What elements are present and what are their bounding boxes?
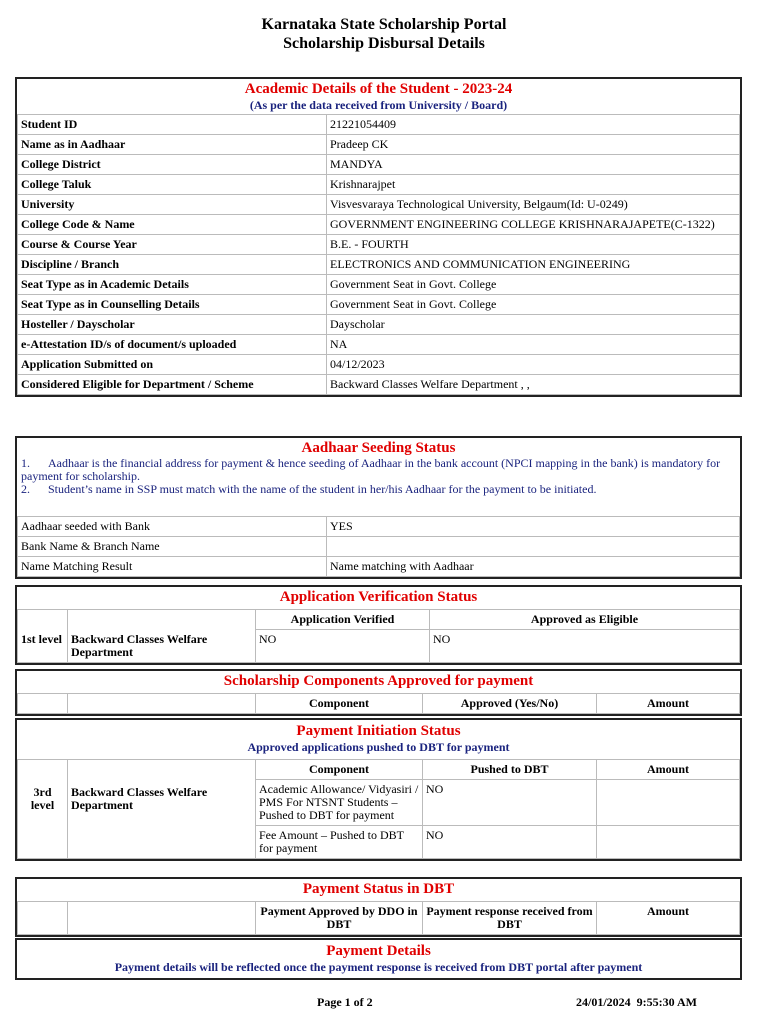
table-header-row [18, 610, 740, 630]
field-value: 21221054409 [327, 115, 740, 135]
aadhaar-note: 2. Student’s name in SSP must match with the name of the student in her/his Aadhaar for the payment to be initiated. [21, 482, 597, 496]
col-approved-yes-no: Approved (Yes/No) [423, 694, 597, 714]
table-row [18, 135, 740, 155]
col-amount: Amount [597, 694, 740, 714]
col-component: Component [256, 760, 423, 780]
field-label: University [18, 195, 327, 215]
field-label: College Taluk [18, 175, 327, 195]
dbt-status-title: Payment Status in DBT [302, 881, 455, 897]
field-value: NA [327, 335, 740, 355]
academic-details-section [15, 77, 742, 397]
col-approved-eligible: Approved as Eligible [430, 610, 740, 630]
table-row [18, 255, 740, 275]
field-value: GOVERNMENT ENGINEERING COLLEGE KRISHNARAJAPETE(C-1322) [327, 215, 740, 235]
dbt-status-table [17, 901, 740, 935]
table-row [18, 155, 740, 175]
table-header-row [18, 694, 740, 714]
initiation-title: Payment Initiation Status [296, 723, 461, 739]
table-header-row [18, 760, 740, 780]
table-row: Aadhaar seeded with Bank YES [18, 517, 740, 537]
col-pushed-to-dbt: Pushed to DBT [423, 760, 597, 780]
field-value: ELECTRONICS AND COMMUNICATION ENGINEERING [327, 255, 740, 275]
field-value: MANDYA [327, 155, 740, 175]
payment-details-subtitle: Payment details will be reflected once the payment response is received from DBT portal after payment [114, 960, 643, 974]
components-section [15, 669, 742, 716]
col-amount: Amount [597, 902, 740, 935]
col-application-verified: Application Verified [256, 610, 430, 630]
initiation-subtitle: Approved applications pushed to DBT for payment [247, 740, 510, 754]
col-amount: Amount [597, 760, 740, 780]
aadhaar-seeding-section [15, 436, 742, 579]
dbt-status-section [15, 877, 742, 937]
initiation-table [17, 759, 740, 859]
level-label: 1st level [18, 630, 68, 663]
aadhaar-notes [17, 457, 740, 516]
approved-value: NO [430, 630, 740, 663]
field-label: Seat Type as in Counselling Details [18, 295, 327, 315]
field-label: Considered Eligible for Department / Scheme [18, 375, 327, 395]
field-value: B.E. - FOURTH [327, 235, 740, 255]
table-row [18, 335, 740, 355]
verified-value: NO [256, 630, 430, 663]
field-label: Name as in Aadhaar [18, 135, 327, 155]
table-row [18, 215, 740, 235]
table-row [18, 235, 740, 255]
payment-details-title: Payment Details [326, 943, 431, 959]
components-title: Scholarship Components Approved for payment [223, 673, 534, 689]
field-value: Government Seat in Govt. College [327, 275, 740, 295]
field-value: Krishnarajpet [327, 175, 740, 195]
table-row [18, 295, 740, 315]
academic-title: Academic Details of the Student - 2023-24 [244, 81, 513, 97]
department-label: Backward Classes Welfare Department [68, 630, 256, 663]
table-row [18, 115, 740, 135]
verification-title: Application Verification Status [279, 589, 478, 605]
field-label: Discipline / Branch [18, 255, 327, 275]
field-label: Hosteller / Dayscholar [18, 315, 327, 335]
payment-initiation-section [15, 718, 742, 861]
table-row: Name Matching Result Name matching with Aadhaar [18, 557, 740, 577]
col-payment-response: Payment response received from DBT [423, 902, 597, 935]
table-row [18, 355, 740, 375]
table-row [18, 630, 740, 663]
col-component: Component [256, 694, 423, 714]
table-row [18, 315, 740, 335]
level-label: 3rd level [18, 780, 68, 859]
table-row: Fee Amount – Pushed to DBT for payment NO [18, 826, 740, 859]
table-row: 3rd level Backward Classes Welfare Department Academic Allowance/ Vidyasiri / PMS For NTSNT Students – Pushed to DBT for payment NO [18, 780, 740, 826]
table-row [18, 195, 740, 215]
academic-table [17, 114, 740, 395]
table-row [18, 375, 740, 395]
verification-table [17, 609, 740, 663]
aadhaar-note: 1. Aadhaar is the financial address for payment & hence seeding of Aadhaar in the bank account (NPCI mapping in the bank) is mandatory for payment for scholarship. [21, 456, 721, 483]
field-value: 04/12/2023 [327, 355, 740, 375]
portal-title: Karnataka State Scholarship Portal [261, 16, 507, 33]
field-value: Government Seat in Govt. College [327, 295, 740, 315]
components-table [17, 693, 740, 714]
field-value: Pradeep CK [327, 135, 740, 155]
field-label: College Code & Name [18, 215, 327, 235]
document-header [0, 0, 768, 53]
table-row: Bank Name & Branch Name [18, 537, 740, 557]
field-label: e-Attestation ID/s of document/s uploaded [18, 335, 327, 355]
col-payment-approved-ddo: Payment Approved by DDO in DBT [256, 902, 423, 935]
table-header-row [18, 902, 740, 935]
table-row [18, 275, 740, 295]
aadhaar-table [17, 516, 740, 577]
field-value: Backward Classes Welfare Department , , [327, 375, 740, 395]
academic-subtitle: (As per the data received from University / Board) [249, 98, 508, 112]
table-row [18, 175, 740, 195]
department-label: Backward Classes Welfare Department [68, 780, 256, 859]
payment-details-section [15, 938, 742, 980]
verification-section [15, 585, 742, 665]
page-number: Page 1 of 2 [317, 995, 373, 1009]
field-value: Dayscholar [327, 315, 740, 335]
page-title: Scholarship Disbursal Details [283, 35, 485, 52]
field-label: Course & Course Year [18, 235, 327, 255]
field-label: Seat Type as in Academic Details [18, 275, 327, 295]
print-timestamp: 24/01/2024 9:55:30 AM [576, 995, 697, 1009]
field-value: Visvesvaraya Technological University, Belgaum(Id: U-0249) [327, 195, 740, 215]
field-label: Student ID [18, 115, 327, 135]
field-label: College District [18, 155, 327, 175]
field-label: Application Submitted on [18, 355, 327, 375]
aadhaar-title: Aadhaar Seeding Status [301, 440, 456, 456]
